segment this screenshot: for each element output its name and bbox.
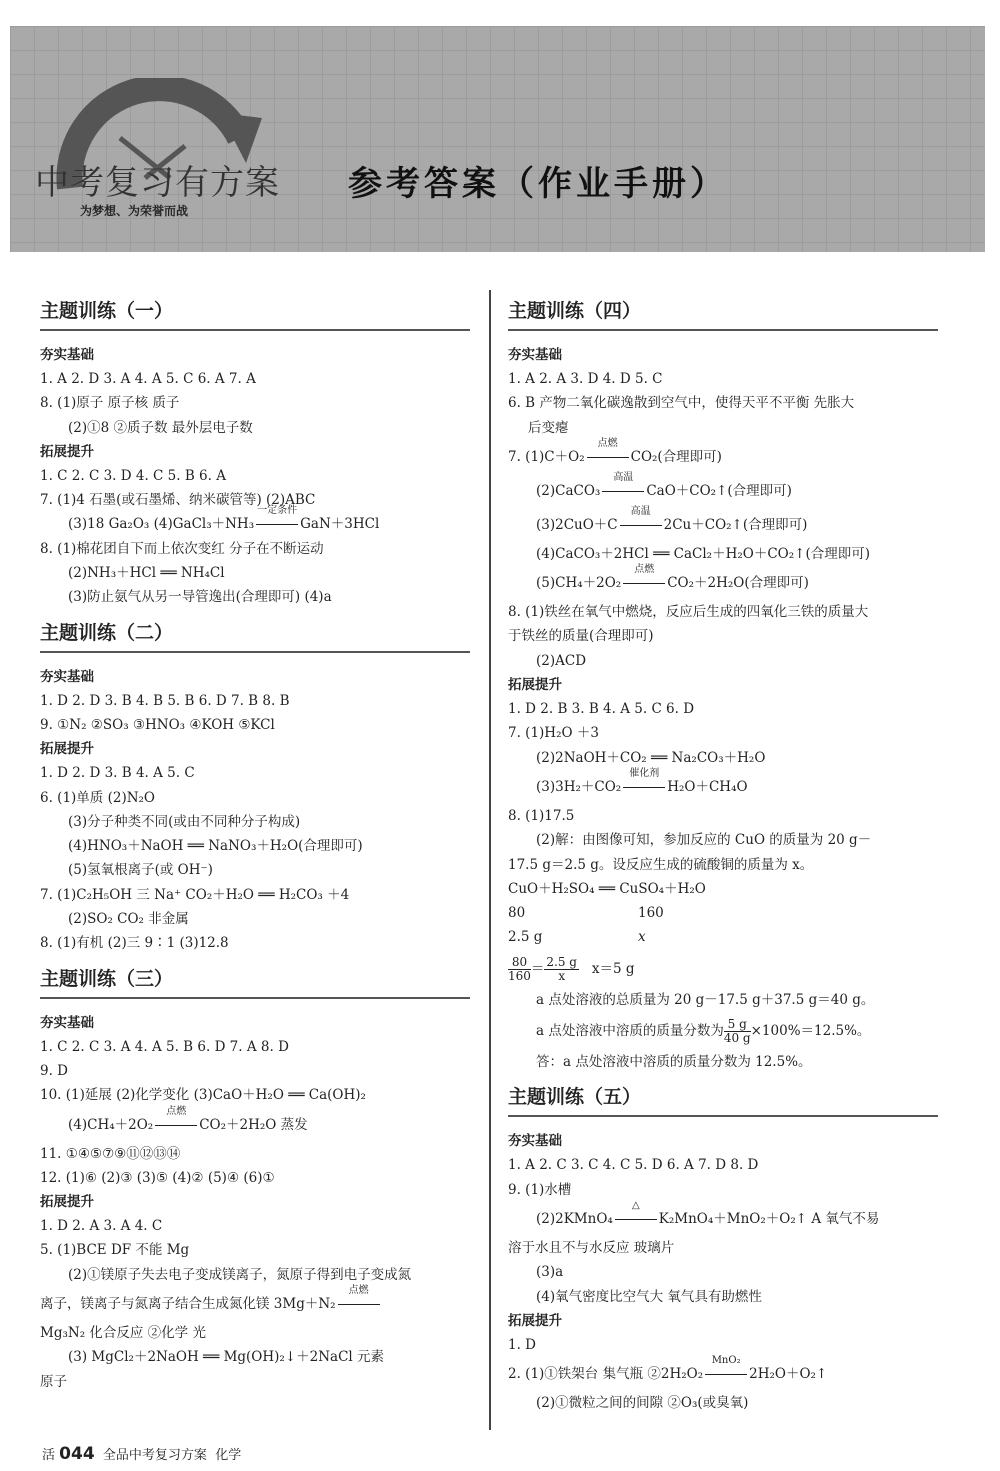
answer-line: 2.5 g x bbox=[508, 929, 646, 946]
answer-line: 80 160 bbox=[508, 905, 664, 922]
subsection-label: 夯实基础 bbox=[40, 1014, 94, 1031]
reaction-condition: △ bbox=[613, 1202, 659, 1236]
answer-line: (2)①8 ②质子数 最外层电子数 bbox=[68, 419, 253, 436]
answer-line: 9. (1)水槽 bbox=[508, 1181, 572, 1198]
answer-line: $\frac{80}{160}=$ $\frac{2.5 g}{x}$ x＝5 g bbox=[508, 954, 635, 983]
fraction: $\frac{2.5 g}{x}$ bbox=[546, 954, 577, 983]
answer-line: Mg₃N₂ 化合反应 ②化学 光 bbox=[40, 1325, 206, 1342]
answer-line: 1. A 2. D 3. A 4. A 5. C 6. A 7. A bbox=[40, 371, 256, 387]
answer-line: 2. (1)①铁架台 集气瓶 ②2H₂O₂ MnO₂ 2H₂O＋O₂↑ bbox=[508, 1357, 938, 1391]
fraction: $\frac{5 g}{40 g}$ bbox=[723, 1017, 751, 1046]
answer-line: (3)分子种类不同(或由不同种分子构成) bbox=[68, 813, 301, 830]
right-column bbox=[508, 296, 938, 1415]
answer-line: 7. (1)H₂O ＋3 bbox=[508, 725, 599, 742]
answer-line: 17.5 g＝2.5 g。设反应生成的硫酸铜的质量为 x。 bbox=[508, 856, 814, 873]
answer-line: 1. A 2. C 3. C 4. C 5. D 6. A 7. D 8. D bbox=[508, 1157, 759, 1174]
answer-line: a 点处溶液的总质量为 20 g－17.5 g＋37.5 g＝40 g。 bbox=[536, 991, 875, 1008]
answer-line: 1. D 2. D 3. B 4. A 5. C bbox=[40, 765, 195, 782]
answer-line: 10. (1)延展 (2)化学变化 (3)CaO＋H₂O ══ Ca(OH)₂ bbox=[40, 1087, 366, 1104]
subsection-label: 夯实基础 bbox=[40, 347, 94, 363]
answer-line: 11. ①④⑤⑦⑨⑪⑫⑬⑭ bbox=[40, 1145, 181, 1162]
subsection-label: 拓展提升 bbox=[40, 443, 94, 460]
answer-line: (3)3H₂＋CO₂ 催化剂 H₂O＋CH₄O bbox=[508, 770, 938, 804]
answer-line: 后变瘪 bbox=[528, 419, 569, 436]
answer-line: 9. ①N₂ ②SO₃ ③HNO₃ ④KOH ⑤KCl bbox=[40, 716, 275, 733]
answer-line: 1. C 2. C 3. D 4. C 5. B 6. A bbox=[40, 467, 226, 484]
answer-line: (2)NH₃＋HCl ══ NH₄Cl bbox=[68, 565, 225, 582]
subsection-label: 夯实基础 bbox=[508, 1133, 562, 1150]
answer-line: (4)CaCO₃＋2HCl ══ CaCl₂＋H₂O＋CO₂↑(合理即可) bbox=[536, 545, 870, 562]
reaction-condition: MnO₂ bbox=[703, 1357, 749, 1391]
answer-line: (4)CH₄＋2O₂ 点燃 CO₂＋2H₂O 蒸发 bbox=[40, 1108, 470, 1142]
answer-line: 8. (1)17.5 bbox=[508, 807, 575, 824]
reaction-condition: 点燃 bbox=[621, 566, 667, 600]
answer-line: 7. (1)C₂H₅OH 三 Na⁺ CO₂＋H₂O ══ H₂CO₃ ＋4 bbox=[40, 886, 350, 903]
footer-prefix: 活 bbox=[42, 1448, 56, 1463]
column-divider bbox=[489, 290, 491, 1430]
answer-line: (3)防止氨气从另一导管逸出(合理即可) (4)a bbox=[68, 589, 332, 606]
answer-line: (3)2CuO＋C 高温 2Cu＋CO₂↑(合理即可) bbox=[508, 508, 938, 542]
answer-line: 6. (1)单质 (2)N₂O bbox=[40, 789, 156, 806]
answer-line: 离子，镁离子与氮离子结合生成氮化镁 3Mg＋N₂ 点燃 bbox=[40, 1287, 470, 1321]
answer-line: 7. (1)C＋O₂ 点燃 CO₂(合理即可) bbox=[508, 440, 938, 474]
answer-line: (2)①镁原子失去电子变成镁离子，氮原子得到电子变成氮 bbox=[68, 1266, 412, 1283]
answer-line: 答：a 点处溶液中溶质的质量分数为 12.5%。 bbox=[536, 1054, 812, 1071]
subsection-label: 拓展提升 bbox=[508, 677, 562, 694]
subsection-label: 拓展提升 bbox=[40, 741, 94, 758]
answer-line: 8. (1)原子 原子核 质子 bbox=[40, 395, 180, 412]
page-footer bbox=[42, 1444, 241, 1464]
answer-line: (2)①微粒之间的间隙 ②O₃(或臭氧) bbox=[536, 1395, 749, 1412]
answer-line: (4)HNO₃＋NaOH ══ NaNO₃＋H₂O(合理即可) bbox=[68, 838, 363, 855]
answer-line: (2)SO₂ CO₂ 非金属 bbox=[68, 911, 189, 928]
reaction-condition: 高温 bbox=[600, 474, 646, 508]
reaction-condition: 点燃 bbox=[585, 440, 631, 474]
answer-line: 8. (1)铁丝在氧气中燃烧，反应后生成的四氧化三铁的质量大 bbox=[508, 604, 869, 621]
answer-line: (2)2NaOH＋CO₂ ══ Na₂CO₃＋H₂O bbox=[536, 749, 766, 766]
reaction-condition: 点燃 bbox=[153, 1108, 199, 1142]
subsection-label: 夯实基础 bbox=[40, 668, 94, 685]
page-title: 参考答案（作业手册） bbox=[348, 164, 728, 204]
answer-line: CuO＋H₂SO₄ ══ CuSO₄＋H₂O bbox=[508, 880, 706, 897]
answer-line: 1. D bbox=[508, 1336, 536, 1353]
answer-line: 6. B 产物二氧化碳逸散到空气中，使得天平不平衡 先胀大 bbox=[508, 395, 855, 412]
subsection-label: 拓展提升 bbox=[40, 1194, 94, 1211]
answer-line: 溶于水且不与水反应 玻璃片 bbox=[508, 1239, 675, 1256]
answer-line: (3) MgCl₂＋2NaOH ══ Mg(OH)₂↓＋2NaCl 元素 bbox=[68, 1349, 385, 1366]
answer-line: 1. D 2. A 3. A 4. C bbox=[40, 1218, 163, 1235]
answer-line: (2)ACD bbox=[536, 652, 587, 669]
answer-line: (5)氢氧根离子(或 OH⁻) bbox=[68, 862, 213, 879]
subsection-label: 拓展提升 bbox=[508, 1312, 562, 1329]
answer-line: a 点处溶液中溶质的质量分数为 $\frac{5 g}{40 g}\times 100\%=12.5\%$。 bbox=[536, 1017, 871, 1046]
answer-line: 12. (1)⑥ (2)③ (3)⑤ (4)② (5)④ (6)① bbox=[40, 1169, 275, 1186]
section-title: 主题训练（四） bbox=[508, 296, 938, 331]
answer-line: 9. D bbox=[40, 1062, 68, 1079]
header-banner bbox=[10, 26, 985, 252]
left-column bbox=[40, 296, 470, 1394]
reaction-condition: 高温 bbox=[618, 508, 664, 542]
brand-name: 中考复习有方案 bbox=[35, 163, 280, 203]
answer-line: 5. (1)BCE DF 不能 Mg bbox=[40, 1242, 190, 1259]
reaction-condition: 点燃 bbox=[336, 1287, 382, 1321]
book-name: 全品中考复习方案 bbox=[102, 1448, 207, 1463]
answer-line: 于铁丝的质量(合理即可) bbox=[508, 628, 654, 645]
answer-line: (3)a bbox=[536, 1264, 564, 1281]
answer-line: (4)氧气密度比空气大 氧气具有助燃性 bbox=[536, 1288, 762, 1305]
answer-line: 1. D 2. D 3. B 4. B 5. B 6. D 7. B 8. B bbox=[40, 692, 290, 709]
answer-line: 8. (1)有机 (2)三 9∶1 (3)12.8 bbox=[40, 935, 229, 952]
answer-line: 1. D 2. B 3. B 4. A 5. C 6. D bbox=[508, 701, 695, 718]
reaction-condition: 催化剂 bbox=[621, 770, 667, 804]
answer-line: (2)解：由图像可知，参加反应的 CuO 的质量为 20 g－ bbox=[536, 832, 872, 849]
section-title: 主题训练（二） bbox=[40, 618, 470, 653]
answer-line: 原子 bbox=[40, 1373, 67, 1390]
page-number: 044 bbox=[59, 1444, 95, 1464]
subsection-label: 夯实基础 bbox=[508, 347, 562, 363]
answer-line: 1. A 2. A 3. D 4. D 5. C bbox=[508, 371, 663, 387]
answer-line: (5)CH₄＋2O₂ 点燃 CO₂＋2H₂O(合理即可) bbox=[508, 566, 938, 600]
subject-name: 化学 bbox=[215, 1448, 242, 1463]
reaction-condition: 一定条件 bbox=[254, 512, 300, 536]
answer-line: 8. (1)棉花团自下而上依次变红 分子在不断运动 bbox=[40, 540, 324, 557]
answer-line: (2)CaCO₃ 高温 CaO＋CO₂↑(合理即可) bbox=[508, 474, 938, 508]
section-title: 主题训练（五） bbox=[508, 1082, 938, 1117]
answer-line: (2)2KMnO₄ △ K₂MnO₄＋MnO₂＋O₂↑ A 氧气不易 bbox=[508, 1202, 938, 1236]
fraction: $\frac{80}{160}$ bbox=[508, 954, 531, 983]
brand-slogan: 为梦想、为荣誉而战 bbox=[80, 204, 189, 218]
section-title: 主题训练（一） bbox=[40, 296, 470, 331]
answer-line: 1. C 2. C 3. A 4. A 5. B 6. D 7. A 8. D bbox=[40, 1038, 289, 1055]
answer-line: 7. (1)4 石墨(或石墨烯、纳米碳管等) (2)ABC bbox=[40, 492, 316, 509]
section-title: 主题训练（三） bbox=[40, 964, 470, 999]
answer-line: (3)18 Ga₂O₃ (4)GaCl₃＋NH₃ 一定条件 GaN＋3HCl bbox=[40, 512, 470, 536]
